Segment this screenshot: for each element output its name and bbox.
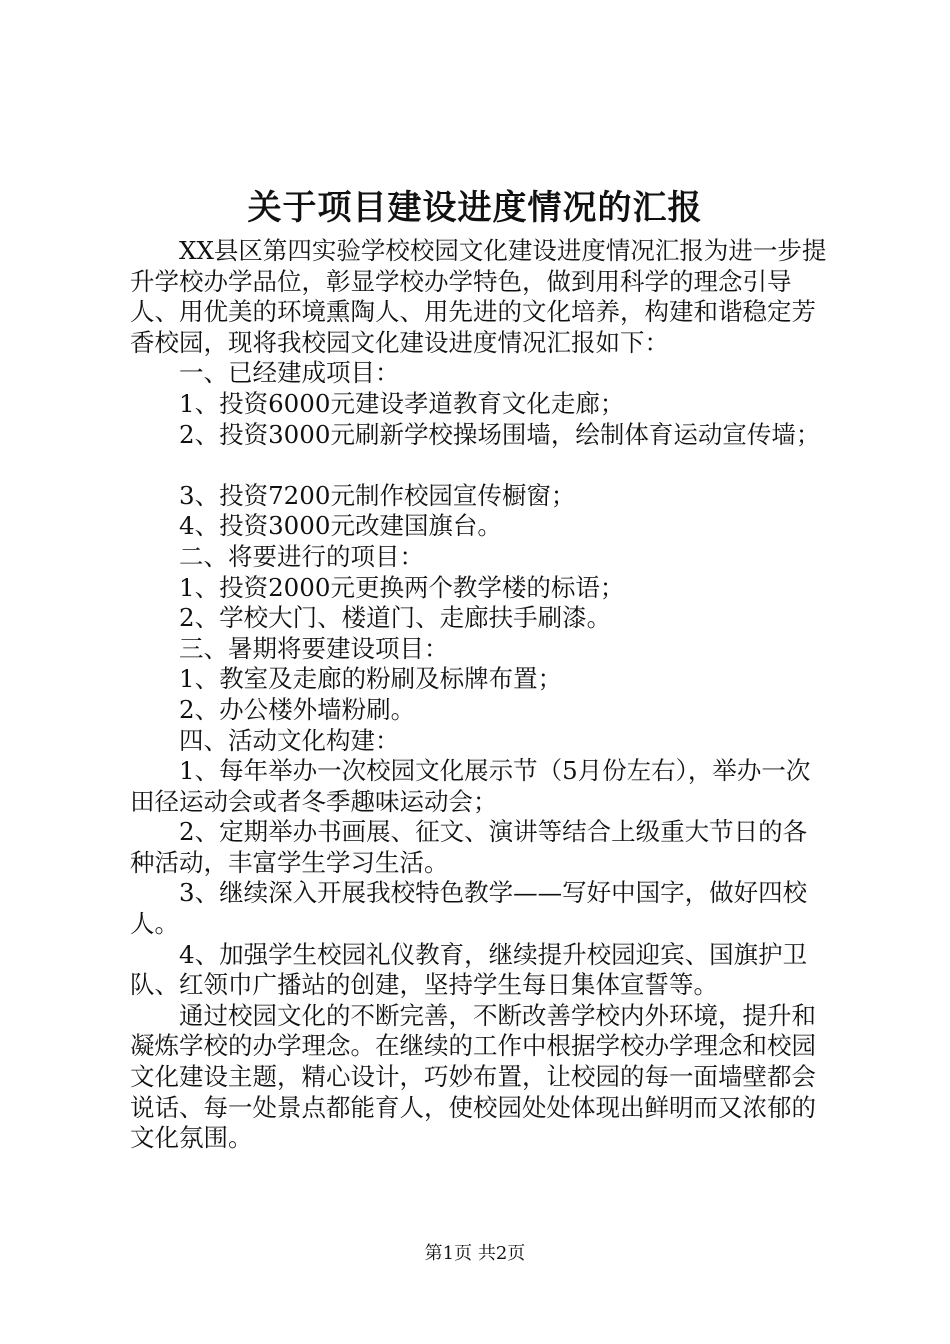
document-body [130,236,830,1154]
list-item: 1、投资6000元建设孝道教育文化走廊； [179,388,625,418]
page-number-footer: 第1页 共2页 [424,1243,526,1264]
list-item: 1、教室及走廊的粉刷及标牌布置； [179,664,563,694]
closing-paragraph: 通过校园文化的不断完善，不断改善学校内外环境，提升和凝炼学校的办学理念。在继续的工作中根据学校办学理念和校园文化建设主题，精心设计，巧妙布置，让校园的每一面墙壁都会说话、每一处景点都能育人，使校园处处体现出鲜明而又浓郁的文化氛围。 [130,1000,816,1153]
list-item: 1、投资2000元更换两个教学楼的标语； [179,572,625,602]
section-heading-summer: 三、暑期将要建设项目： [179,633,449,663]
list-item: 2、投资3000元刷新学校操场围墙，绘制体育运动宣传墙； [179,419,821,449]
list-item: 4、投资3000元改建国旗台。 [179,511,502,541]
section-heading-built: 一、已经建成项目： [179,358,400,388]
list-item: 2、定期举办书画展、征文、演讲等结合上级重大节日的各种活动，丰富学生学习生活。 [130,817,808,877]
list-item: 2、学校大门、楼道门、走廊扶手刷漆。 [179,603,612,633]
list-item: 3、继续深入开展我校特色教学——写好中国字，做好四校人。 [130,878,808,939]
section-heading-upcoming: 二、将要进行的项目： [179,541,424,571]
list-item: 4、加强学生校园礼仪教育，继续提升校园迎宾、国旗护卫队、红领巾广播站的创建，坚持学生每日集体宣誓等。 [130,939,808,1000]
list-item: 2、办公楼外墙粉刷。 [179,694,416,724]
document-title: 关于项目建设进度情况的汇报 [247,188,703,228]
list-item: 3、投资7200元制作校园宣传橱窗； [179,480,576,510]
list-item: 1、每年举办一次校园文化展示节（5月份左右），举办一次田径运动会或者冬季趣味运动会； [130,756,811,816]
intro-paragraph: XX县区第四实验学校校园文化建设进度情况汇报为进一步提升学校办学品位，彰显学校办学特色，做到用科学的理念引导人、用优美的环境熏陶人、用先进的文化培养，构建和谐稳定芳香校园，现将我校园文化建设进度情况汇报如下： [130,236,827,357]
section-heading-activities: 四、活动文化构建： [179,725,400,755]
